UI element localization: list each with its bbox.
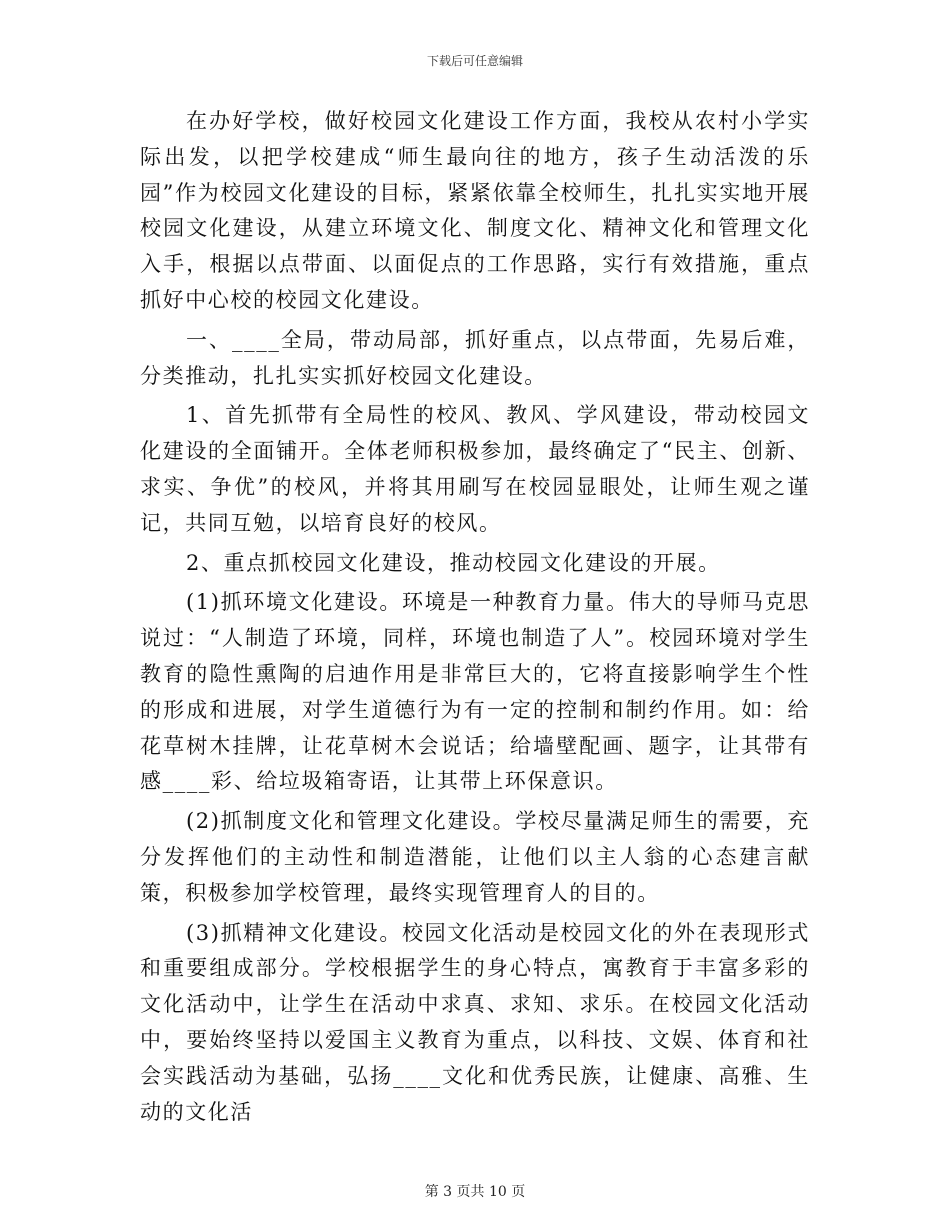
document-body xyxy=(140,104,810,1130)
paragraph-subitem-2: (2)抓制度文化和管理文化建设。学校尽量满足师生的需要，充分发挥他们的主动性和制造潜能，让他们以主人翁的心态建言献策，积极参加学校管理，最终实现管理育人的目的。 xyxy=(140,809,810,905)
paragraph-item-2: 2、重点抓校园文化建设，推动校园文化建设的开展。 xyxy=(186,550,721,575)
paragraph-item-1: 1、首先抓带有全局性的校风、教风、学风建设，带动校园文化建设的全面铺开。全体老师积极参加，最终确定了“民主、创新、求实、争优”的校风，并将其用刷写在校园显眼处，让师生观之谨记，共同互勉，以培育良好的校风。 xyxy=(140,403,810,535)
paragraph-subitem-1: (1)抓环境文化建设。环境是一种教育力量。伟大的导师马克思说过：“人制造了环境，同样，环境也制造了人”。校园环境对学生教育的隐性熏陶的启迪作用是非常巨大的，它将直接影响学生个性的形成和进展，对学生道德行为有一定的控制和制约作用。如：给花草树木挂牌，让花草树木会说话；给墙壁配画、题字，让其带有感____彩、给垃圾箱寄语，让其带上环保意识。 xyxy=(140,590,810,794)
paragraph-intro: 在办好学校，做好校园文化建设工作方面，我校从农村小学实际出发，以把学校建成“师生最向往的地方，孩子生动活泼的乐园”作为校园文化建设的目标，紧紧依靠全校师生，扎扎实实地开展校园文化建设，从建立环境文化、制度文化、精神文化和管理文化入手，根据以点带面、以面促点的工作思路，实行有效措施，重点抓好中心校的校园文化建设。 xyxy=(140,109,810,312)
page-number: 第 3 页共 10 页 xyxy=(424,1184,526,1200)
paragraph-section-1: 一、____全局，带动局部，抓好重点，以点带面，先易后难，分类推动，扎扎实实抓好校园文化建设。 xyxy=(140,327,810,388)
paragraph-subitem-3: (3)抓精神文化建设。校园文化活动是校园文化的外在表现形式和重要组成部分。学校根据学生的身心特点，寓教育于丰富多彩的文化活动中，让学生在活动中求真、求知、求乐。在校园文化活动中，要始终坚持以爱国主义教育为重点，以科技、文娱、体育和社会实践活动为基础，弘扬____文化和优秀民族，让健康、高雅、生动的文化活 xyxy=(140,920,810,1124)
page-header: 下载后可任意编辑 xyxy=(426,54,523,68)
